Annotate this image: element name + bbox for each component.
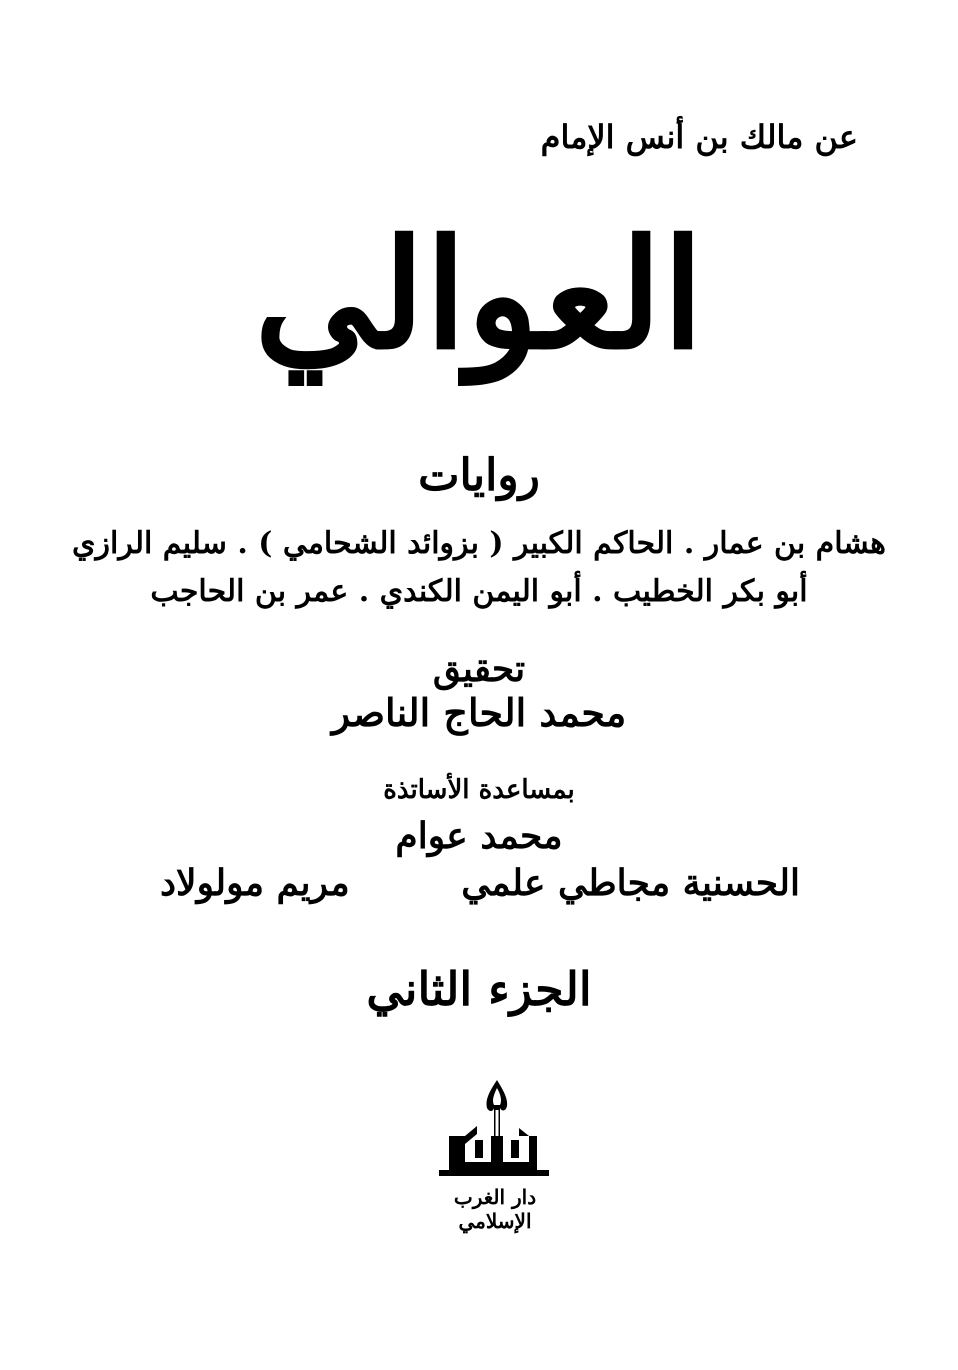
book-title: العوالي (254, 207, 704, 383)
narrators-line: أبو بكر الخطيب . أبو اليمن الكندي . عمر بن الحاجب (150, 574, 808, 609)
assistance-label: بمساعدة الأساتذة (383, 775, 575, 805)
assistant-name: محمد عوام (395, 815, 563, 857)
publisher-name: دار الغرب الإسلامي (453, 1185, 537, 1233)
tahqiq-label: تحقيق (432, 648, 526, 690)
subtitle-top: عن مالك بن أنس الإمام (540, 118, 858, 156)
dar-al-gharb-logo-icon (419, 1078, 569, 1188)
volume-label: الجزء الثاني (366, 962, 592, 1016)
narrators-list (0, 520, 958, 616)
riwayat-label: روايات (418, 450, 540, 501)
narrators-line: هشام بن عمار . الحاكم الكبير ( بزوائد الشحامي ) . سليم الرازي (72, 526, 886, 561)
editor-name: محمد الحاج الناصر (331, 690, 627, 735)
assistant-name: الحسنية مجاطي علمي (461, 862, 800, 904)
assistants-row (160, 862, 800, 904)
assistant-name: مريم مولولاد (160, 862, 350, 904)
